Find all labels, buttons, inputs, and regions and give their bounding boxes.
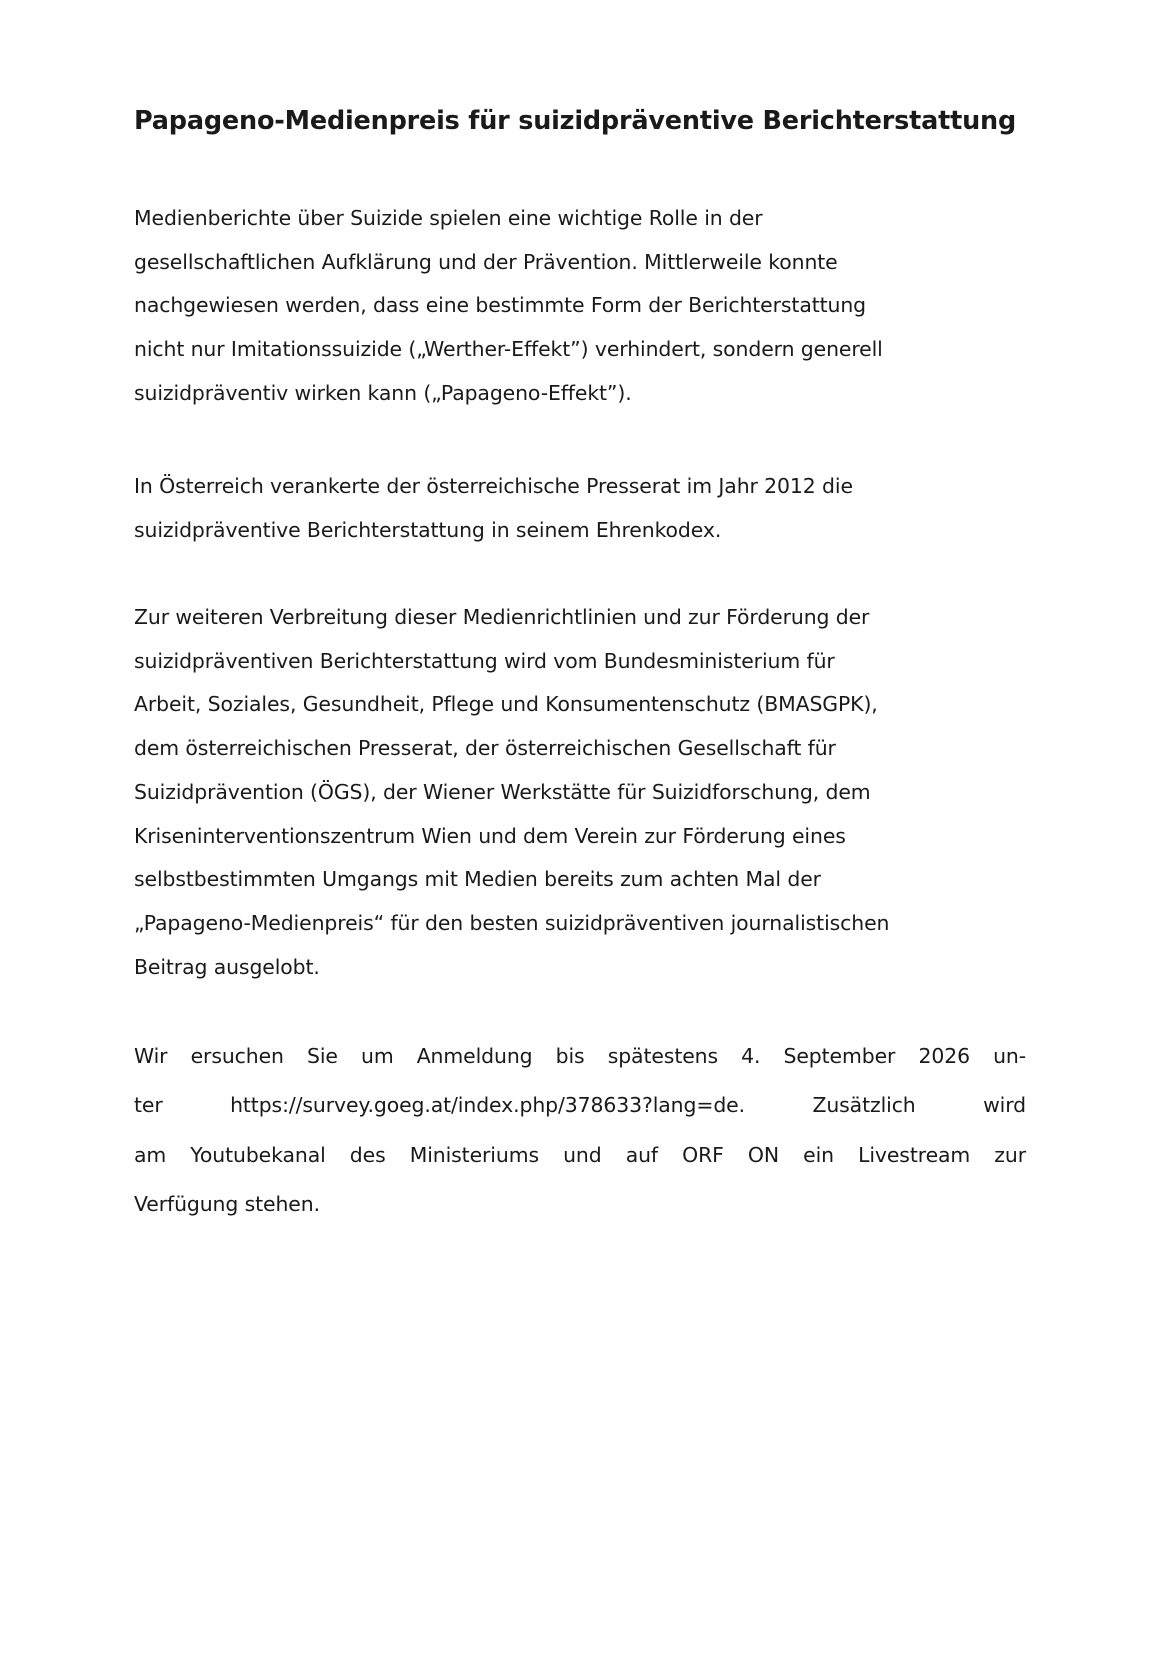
text-line: suizidpräventiven Berichterstattung wird vom Bundesministerium für [134,648,835,673]
text-line: suizidpräventive Berichterstattung in seinem Ehrenkodex. [134,517,722,542]
text-line: gesellschaftlichen Aufklärung und der Prävention. Mittlerweile konnte [134,249,838,274]
text-line: dem österreichischen Presserat, der österreichischen Gesellschaft für [134,736,836,761]
text-line: nicht nur Imitationssuizide („Werther-Effekt”) verhindert, sondern generell [134,337,883,362]
text-line: nachgewiesen werden, dass eine bestimmte Form der Berichterstattung [134,293,867,318]
text-line: Verfügung stehen. [134,1192,320,1217]
text-line: am Youtubekanal des Ministeriums und auf ORF ON ein Livestream zur [134,1142,1026,1167]
document-title: Papageno-Medienpreis für suizidpräventive Berichterstattung [134,106,1017,136]
text-line: selbstbestimmten Umgangs mit Medien bereits zum achten Mal der [134,867,821,892]
text-line: Medienberichte über Suizide spielen eine wichtige Rolle in der [134,206,763,230]
text-line: „Papageno-Medienpreis“ für den besten suizidpräventiven journalistischen [134,910,890,935]
text-line: In Österreich verankerte der österreichische Presserat im Jahr 2012 die [134,474,853,498]
paragraph-anmeldung [134,1032,1026,1230]
text-line: Suizidprävention (ÖGS), der Wiener Werkstätte für Suizidforschung, dem [134,779,871,804]
text-line: Arbeit, Soziales, Gesundheit, Pflege und Konsumentenschutz (BMASGPK), [134,692,878,717]
text-line: Beitrag ausgelobt. [134,954,320,979]
text-line: Wir ersuchen Sie um Anmeldung bis spätestens 4. September 2026 un- [134,1044,1026,1068]
paragraph-intro [134,197,1026,416]
text-line-with-link[interactable]: ter https://survey.goeg.at/index.php/378633?lang=de. Zusätzlich wird [134,1093,1026,1118]
paragraph-presserat [134,465,1026,552]
text-line: suizidpräventiv wirken kann („Papageno-Effekt”). [134,380,632,405]
text-line: Kriseninterventionszentrum Wien und dem Verein zur Förderung eines [134,823,846,848]
text-line: Zur weiteren Verbreitung dieser Medienrichtlinien und zur Förderung der [134,605,870,629]
paragraph-medienpreis [134,596,1026,989]
